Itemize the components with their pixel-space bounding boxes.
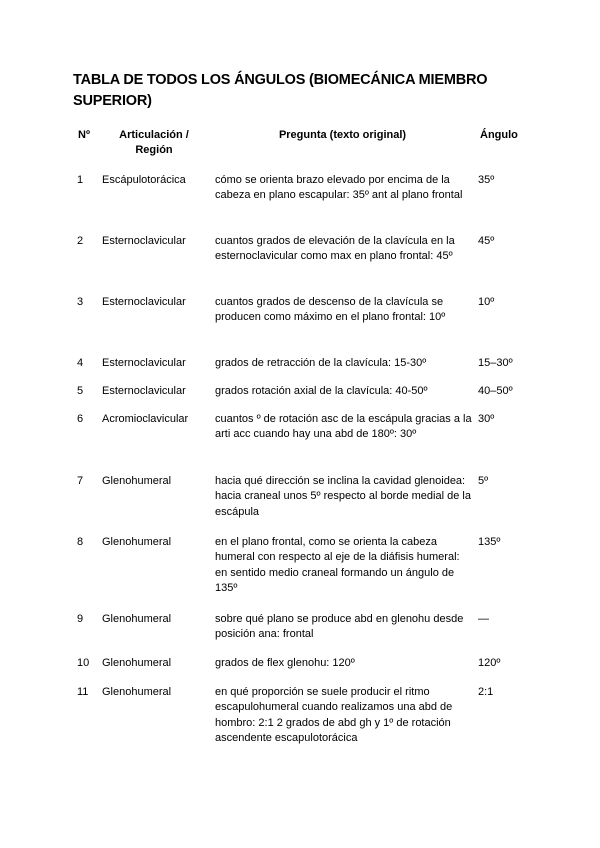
row-num: 2 [77, 235, 84, 247]
row-pregunta: sobre qué plano se produce abd en glenohu desde posición ana: frontal [215, 613, 464, 641]
row-angulo: 120º [478, 657, 501, 669]
row-angulo: 35º [478, 174, 495, 186]
row-num: 5 [77, 385, 84, 397]
row-angulo: 45º [478, 235, 495, 247]
header-articulacion: Articulación / Región [119, 129, 189, 156]
row-num: 6 [77, 413, 84, 425]
row-articulacion: Acromioclavicular [102, 413, 189, 425]
row-angulo: 15–30º [478, 357, 513, 369]
row-num: 1 [77, 174, 84, 186]
header-angulo: Ángulo [480, 129, 518, 141]
row-articulacion: Glenohumeral [102, 686, 172, 698]
row-angulo: 40–50º [478, 385, 513, 397]
row-articulacion: Esternoclavicular [102, 385, 186, 397]
row-num: 11 [77, 686, 89, 698]
row-articulacion: Glenohumeral [102, 475, 172, 487]
row-articulacion: Esternoclavicular [102, 235, 186, 247]
row-articulacion: Esternoclavicular [102, 357, 186, 369]
row-pregunta: grados de flex glenohu: 120º [215, 657, 355, 669]
row-angulo: 5º [478, 475, 489, 487]
row-angulo: 135º [478, 536, 501, 548]
row-angulo: 2:1 [478, 686, 494, 698]
header-pregunta: Pregunta (texto original) [278, 129, 407, 141]
row-num: 4 [77, 357, 84, 369]
row-articulacion: Glenohumeral [102, 613, 172, 625]
row-num: 10 [77, 657, 90, 669]
row-num: 8 [77, 536, 84, 548]
row-articulacion: Escápulotorácica [102, 174, 186, 186]
row-pregunta: cuantos grados de descenso de la clavícula se producen como máximo en el plano frontal: 10º [215, 296, 446, 324]
page-title: TABLA DE TODOS LOS ÁNGULOS (BIOMECÁNICA MIEMBRO SUPERIOR) [73, 72, 488, 109]
row-num: 7 [77, 475, 84, 487]
row-pregunta: en el plano frontal, como se orienta la cabeza humeral con respecto al eje de la diáfisis humeral: en sentido medio craneal formando un ángulo de 135º [215, 536, 460, 594]
row-articulacion: Esternoclavicular [102, 296, 186, 308]
row-pregunta: grados de retracción de la clavícula: 15-30º [215, 357, 427, 369]
row-pregunta: cuantos grados de elevación de la clavícula en la esternoclavicular como max en plano frontal: 45º [215, 235, 455, 263]
row-articulacion: Glenohumeral [102, 657, 172, 669]
header-num: Nº [78, 129, 90, 141]
row-pregunta: cuantos º de rotación asc de la escápula gracias a la arti acc cuando hay una abd de 180º: 30º [215, 413, 472, 441]
row-articulacion: Glenohumeral [102, 536, 172, 548]
row-pregunta: hacia qué dirección se inclina la cavidad glenoidea: hacia craneal unos 5º respecto al borde medial de la escápula [215, 475, 471, 518]
row-angulo: 10º [478, 296, 495, 308]
row-pregunta: en qué proporción se suele producir el ritmo escapulohumeral cuando realizamos una abd de hombro: 2:1 2 grados de abd gh y 1º de rotación ascendente escapulotorácica [215, 686, 453, 744]
row-num: 3 [77, 296, 84, 308]
row-pregunta: grados rotación axial de la clavícula: 40-50º [215, 385, 428, 397]
row-angulo: — [478, 613, 489, 625]
row-pregunta: cómo se orienta brazo elevado por encima de la cabeza en plano escapular: 35º ant al plano frontal [215, 174, 463, 202]
row-num: 9 [77, 613, 84, 625]
row-angulo: 30º [478, 413, 495, 425]
